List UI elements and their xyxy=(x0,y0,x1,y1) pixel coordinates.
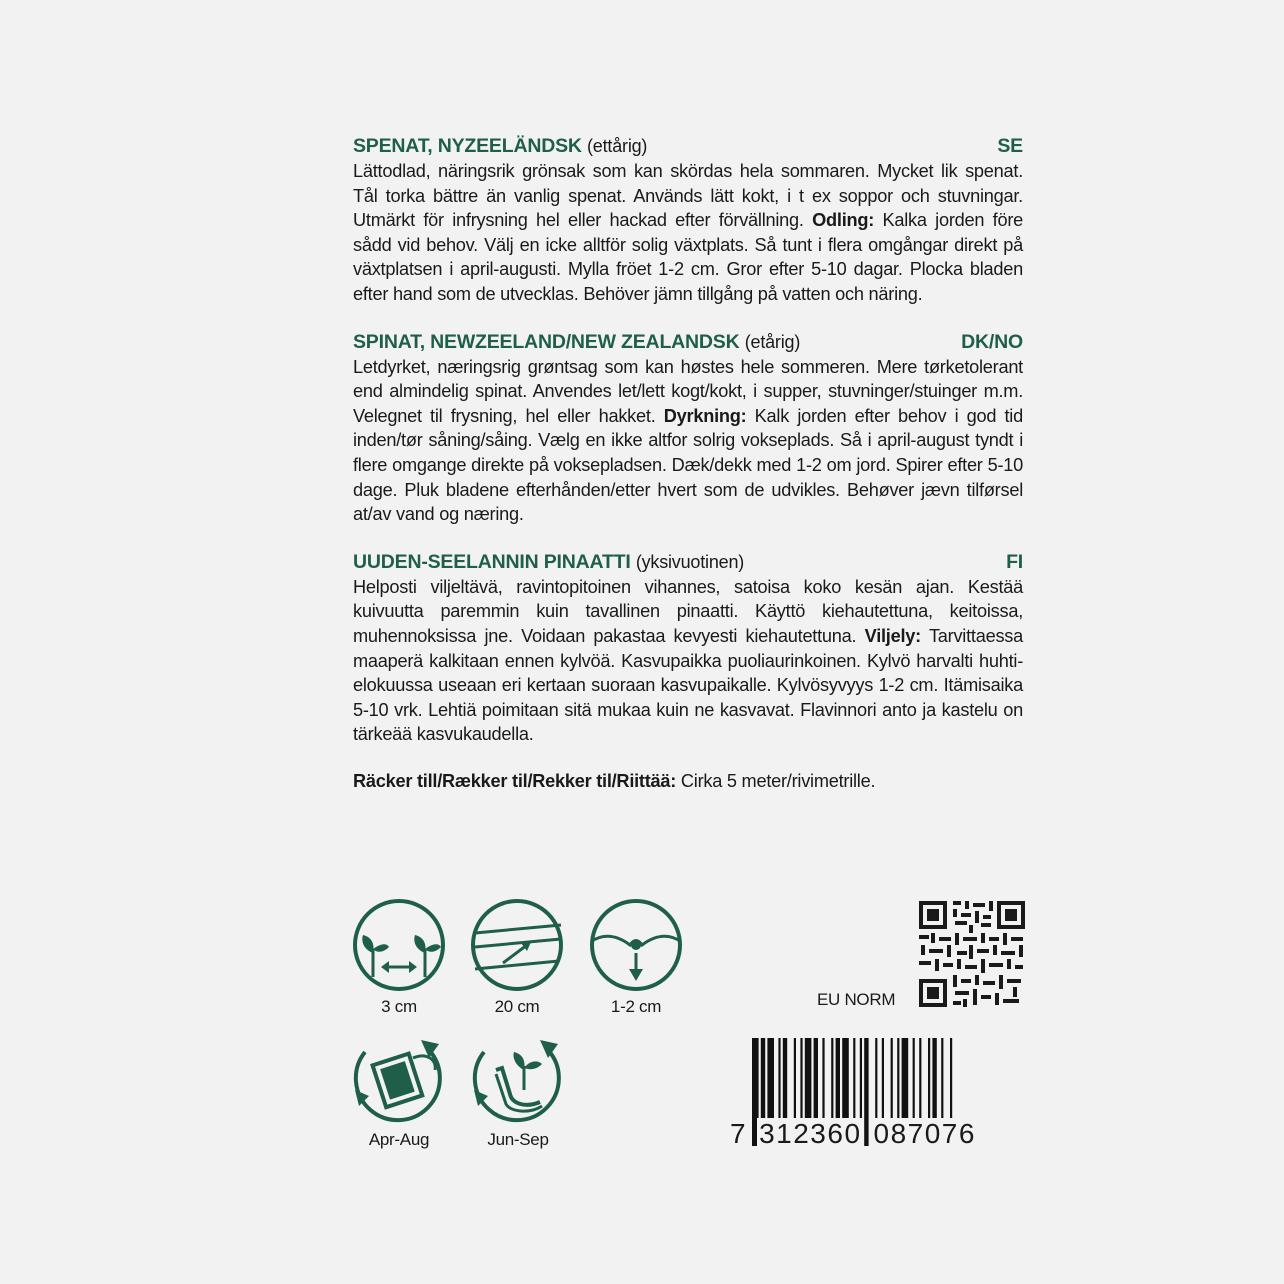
cultivation-text: Kalk jorden efter behov i god tid inden/tør såning/såing. Vælg en ikke altfor solrig vokseplads. Så i april-august tyndt i flere omgange direkte på voksepladsen. Dæk/dekk med 1-2 om jord. Spirer efter 5-10 dage. Pluk bladene efterhånden/etter hvert som de udvikles. Behøver jævn tilførsel at/av vand og næring. xyxy=(353,405,1023,525)
section-title: UUDEN-SEELANNIN PINAATTI xyxy=(353,550,631,573)
cultivation-text: Kalka jorden före sådd vid behov. Välj en icke alltför solig växtplats. Så tunt i flera omgångar direkt på växtplatsen i april-augusti. Mylla fröet 1-2 cm. Gror efter 5-10 dagar. Plocka bladen efter hand som de utvecklas. Behöver jämn tillgång på vatten och näring. xyxy=(353,210,1024,304)
section-subtitle: (etårig) xyxy=(744,331,801,352)
sowing-time-caption: Apr-Aug xyxy=(368,1130,430,1149)
section-subtitle: (yksivuotinen) xyxy=(635,551,745,572)
qr-code xyxy=(917,899,1027,1009)
harvest-time-icon xyxy=(470,1030,566,1150)
cultivation-label: Viljely: xyxy=(864,625,921,646)
plant-spacing-caption: 3 cm xyxy=(381,997,417,1016)
eu-norm-label: EU NORM xyxy=(817,990,896,1009)
section-heading xyxy=(353,549,1023,575)
cultivation-text: Tarvittaessa maaperä kalkitaan ennen kylvöä. Kasvupaikka puoliaurinkoinen. Kylvö harvalti huhti-elokuussa useaan eri kertaan suoraan kasvupaikalle. Kylvösyvyys 1-2 cm. Itämisaika 5-10 vrk. Lehtiä poimitaan sitä mukaa kuin ne kasvavat. Flavinnori anto ja kastelu on tärkeää kasvukaudella. xyxy=(353,625,1023,745)
barcode-left-digits: 312360 xyxy=(759,1118,862,1149)
row-spacing-caption: 20 cm xyxy=(494,997,540,1016)
barcode-first-digit: 7 xyxy=(730,1118,748,1149)
product-info xyxy=(353,133,1023,793)
language-code: SE xyxy=(997,135,1023,157)
cultivation-label: Dyrkning: xyxy=(663,405,747,426)
sowing-time-icon xyxy=(351,1030,447,1150)
section-fi xyxy=(353,549,1023,747)
description-text: Helposti viljeltävä, ravintopitoinen vihannes, satoisa koko kesän ajan. Kestää kuivuutta paremmin kuin tavallinen pinaatti. Käyttö kiehautettuna, keitoissa, muhennoksissa jne. Voidaan pakastaa kevyesti kiehautettuna. xyxy=(353,576,1023,646)
plant-spacing-icon xyxy=(351,897,447,1017)
section-title: SPINAT, NEWZEELAND/NEW ZEALANDSK xyxy=(353,330,740,353)
section-text xyxy=(353,575,1023,747)
description-text: Lättodlad, näringsrik grönsak som kan skördas hela sommaren. Mycket lik spenat. Tål torka bättre än vanlig spenat. Används lätt kokt, i t ex soppor och stuvningar. Utmärkt för infrysning hel eller hackad efter förvällning. xyxy=(353,161,1023,231)
row-coverage xyxy=(353,769,1023,794)
language-code: DK/NO xyxy=(961,330,1023,353)
cultivation-label: Odling: xyxy=(812,210,875,231)
barcode-right-digits: 087076 xyxy=(873,1118,976,1149)
coverage-value: Cirka 5 meter/rivimetrille. xyxy=(680,770,876,791)
section-se xyxy=(353,133,1023,307)
section-text xyxy=(353,355,1023,527)
section-title: SPENAT, NYZEELÄNDSK xyxy=(353,135,582,157)
section-subtitle: (ettårig) xyxy=(587,136,648,156)
harvest-time-caption: Jun-Sep xyxy=(487,1130,549,1149)
section-dk-no xyxy=(353,329,1023,527)
row-spacing-icon xyxy=(469,897,565,1017)
barcode-number xyxy=(728,1118,1028,1150)
sowing-depth-caption: 1-2 cm xyxy=(610,997,662,1016)
coverage-label: Räcker till/Rækker til/Rekker til/Riittää: xyxy=(353,770,677,791)
section-heading xyxy=(353,133,1023,159)
language-code: FI xyxy=(1006,550,1023,573)
section-heading xyxy=(353,329,1023,355)
section-text xyxy=(353,159,1023,307)
description-text: Letdyrket, næringsrig grøntsag som kan høstes hele sommeren. Mere tørketolerant end almindelig spinat. Anvendes let/lett kogt/kokt, i supper, stuvninger/stuinger m.m. Velegnet til frysning, hel eller hakket. xyxy=(353,356,1023,426)
sowing-depth-icon xyxy=(588,897,684,1017)
